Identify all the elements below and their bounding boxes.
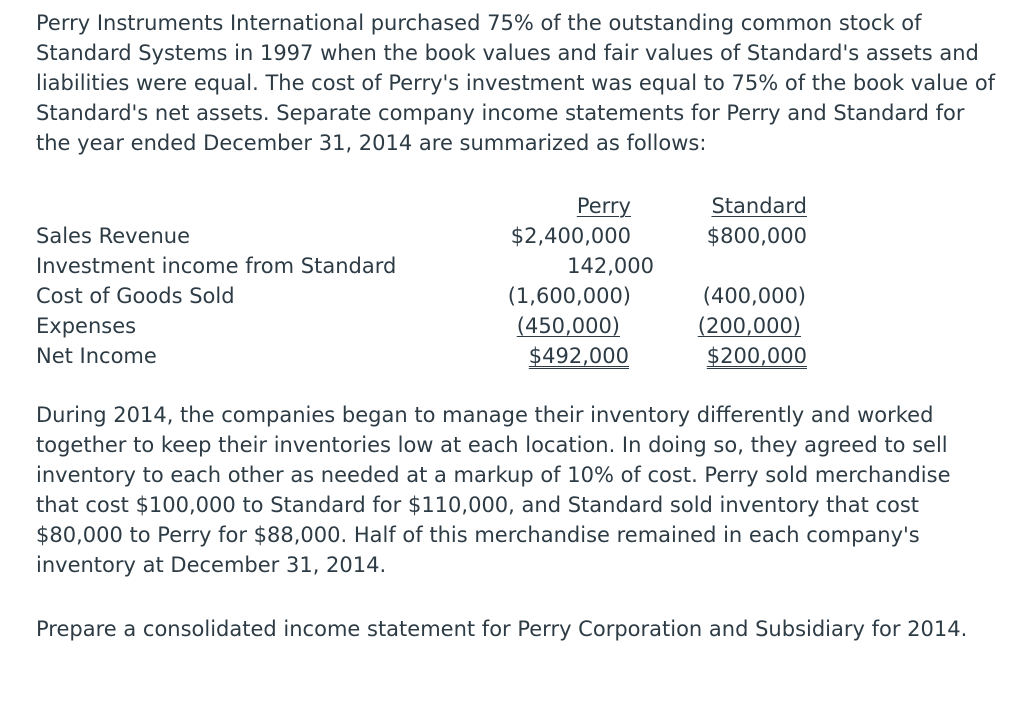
header-perry: Perry [576, 194, 631, 218]
standard-value: $800,000 [706, 224, 807, 248]
perry-value: 142,000 [567, 254, 654, 278]
perry-value: $2,400,000 [510, 224, 631, 248]
perry-value: $492,000 [528, 344, 629, 368]
standard-value: $200,000 [706, 344, 807, 368]
standard-value: (400,000) [702, 284, 806, 308]
row-label: Sales Revenue [36, 224, 191, 248]
standard-value: (200,000) [697, 314, 801, 338]
task-paragraph: Prepare a consolidated income statement for Perry Corporation and Subsidiary for 2014. [36, 617, 968, 641]
row-label: Net Income [36, 344, 157, 368]
perry-value: (1,600,000) [507, 284, 631, 308]
row-label: Expenses [36, 314, 137, 338]
intercompany-paragraph: During 2014, the companies began to manage their inventory differently and worked together to keep their inventories low at each location. In doing so, they agreed to sell inventory to each other as needed at a markup of 10% of cost. Perry sold merchandise that cost $100,000 to Standard for $110,000, and Standard sold inventory that cost $80,000 to Perry for $88,000. Half of this merchandise remained in each company's inventory at December 31, 2014. [36, 403, 951, 577]
row-label: Investment income from Standard [36, 254, 397, 278]
intro-paragraph: Perry Instruments International purchased 75% of the outstanding common stock of Standard Systems in 1997 when the book values and fair values of Standard's assets and liabilities were equal. The cost of Perry's investment was equal to 75% of the book value of Standard's net assets. Separate company income statements for Perry and Standard for the year ended December 31, 2014 are summarized as follows: [36, 11, 996, 155]
perry-value: (450,000) [516, 314, 620, 338]
header-standard: Standard [711, 194, 807, 218]
row-label: Cost of Goods Sold [36, 284, 235, 308]
